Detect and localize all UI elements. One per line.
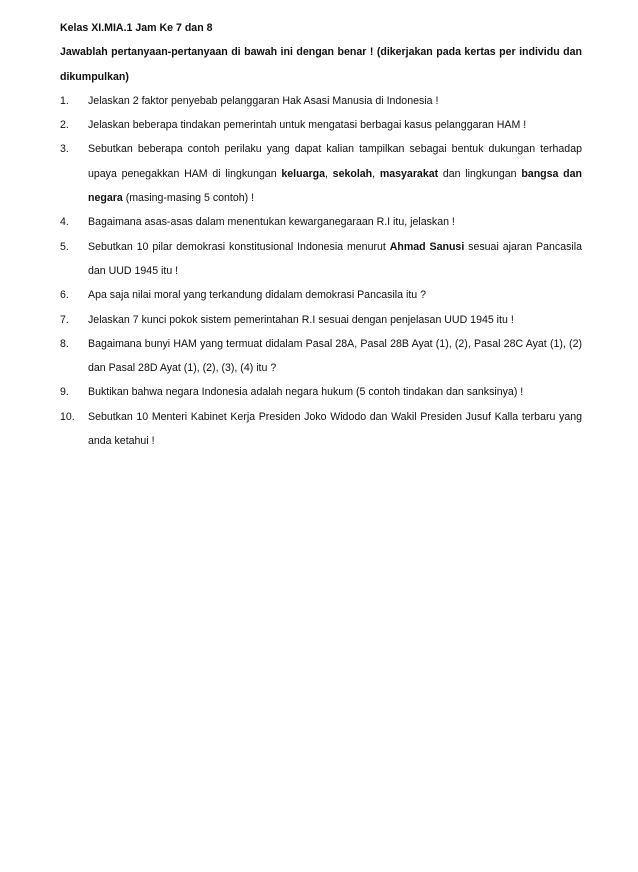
document-body [60,16,582,453]
question-item [60,210,582,234]
question-item [60,332,582,381]
emphasis-masyarakat: masyarakat [379,167,439,180]
question-text: Bagaimana bunyi HAM yang termuat didalam Pasal 28A, Pasal 28B Ayat (1), (2), Pasal 28C Ayat (1), (2) dan Pasal 28D Ayat (1), (2), (3), (4) itu ? [88,337,582,375]
question-item [60,89,582,113]
question-text: Bagaimana asas-asas dalam menentukan kewarganegaraan R.I itu, jelaskan ! [88,216,455,229]
question-number: 9. [60,386,69,399]
emphasis-keluarga: keluarga [281,167,325,180]
emphasis-ahmad-sanusi: Ahmad Sanusi [389,240,465,253]
question-number: 8. [60,337,69,350]
question-text: Sebutkan 10 Menteri Kabinet Kerja Presiden Joko Widodo dan Wakil Presiden Jusuf Kalla terbaru yang anda ketahui ! [88,410,582,448]
question-text: Jelaskan 7 kunci pokok sistem pemerintahan R.I sesuai dengan penjelasan UUD 1945 itu ! [88,313,514,326]
question-text: Buktikan bahwa negara Indonesia adalah negara hukum (5 contoh tindakan dan sanksinya) ! [88,386,524,399]
question-number: 6. [60,289,69,302]
class-heading: Kelas XI.MIA.1 Jam Ke 7 dan 8 [60,22,213,34]
question-number: 3. [60,143,69,156]
question-number: 4. [60,216,69,229]
question-text: Sebutkan 10 pilar demokrasi konstitusional Indonesia menurut Ahmad Sanusi sesuai ajaran Pancasila dan UUD 1945 itu ! [88,240,582,277]
question-text: Apa saja nilai moral yang terkandung didalam demokrasi Pancasila itu ? [88,289,427,302]
emphasis-bangsa-dan-negara: bangsa dan negara [88,167,583,205]
question-item [60,113,582,137]
question-text: Jelaskan 2 faktor penyebab pelanggaran Hak Asasi Manusia di Indonesia ! [88,94,439,107]
instruction-text: Jawablah pertanyaan-pertanyaan di bawah ini dengan benar ! (dikerjakan pada kertas per individu dan dikumpulkan) [60,46,582,83]
question-item [60,308,582,332]
question-number: 2. [60,119,69,132]
emphasis-sekolah: sekolah [332,167,373,180]
question-number: 7. [60,313,69,326]
question-item [60,405,582,454]
question-text: Jelaskan beberapa tindakan pemerintah untuk mengatasi berbagai kasus pelanggaran HAM ! [88,119,527,132]
question-number: 1. [60,94,69,107]
question-number: 5. [60,240,69,253]
question-text: Sebutkan beberapa contoh perilaku yang dapat kalian tampilkan sebagai bentuk dukungan terhadap upaya penegakkan HAM di lingkungan keluarga, sekolah, masyarakat dan lingkungan bangsa dan negara (masing-masing 5 contoh) ! [88,143,583,205]
question-list [60,89,582,453]
question-item [60,137,582,210]
question-number: 10. [60,410,75,423]
question-item [60,380,582,404]
question-item [60,283,582,307]
question-item [60,235,582,284]
